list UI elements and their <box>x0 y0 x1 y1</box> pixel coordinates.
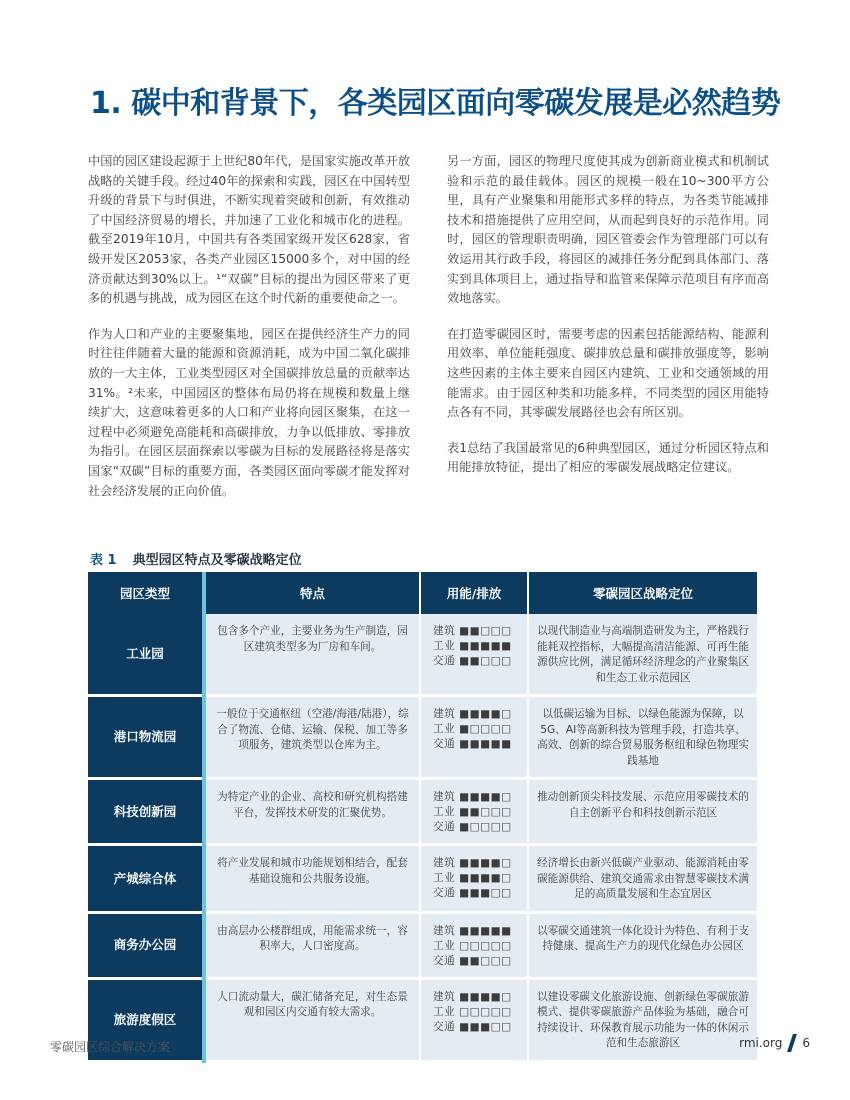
park-type: 旅游度假区 <box>88 978 204 1061</box>
energy-industry: 工业 ■■□□□ <box>433 806 512 818</box>
table-row <box>88 845 757 913</box>
energy-transport: 交通 ■■□□□ <box>433 954 512 967</box>
footer-site-link[interactable]: rmi.org <box>739 1036 783 1050</box>
table-row <box>88 779 757 845</box>
energy-indicators <box>420 696 528 779</box>
park-features: 由高层办公楼群组成，用能需求统一，容积率大，人口密度高。 <box>204 912 420 978</box>
energy-transport: 交通 ■■□□□ <box>433 655 512 667</box>
paragraph: 中国的园区建设起源于上世纪80年代，是国家实施改革开放战略的关键手段。经过40年的探索和实践，园区在中国转型升级的背景下与时俱进，不断实现着突破和创新，有效推动了中国经济贸易的增长，并加速了工业化和城市化的进程。截至2019年10月，中国共有各类国家级开发区628家，省级开发区2053家，各类产业园区15000多个，对中国的经济贡献达到30%以上。¹“双碳”目标的提出为园区带来了更多的机遇与挑战，成为园区在这个时代新的重要使命之一。 <box>88 154 410 306</box>
table-row <box>88 696 757 779</box>
energy-building: 建筑 ■■□□□ <box>433 625 512 637</box>
page-title: 1. 碳中和背景下，各类园区面向零碳发展是必然趋势 <box>90 86 781 121</box>
park-type: 工业园 <box>88 614 204 696</box>
energy-industry: 工业 □□□□□ <box>433 939 512 952</box>
park-features: 包含多个产业，主要业务为生产制造，园区建筑类型多为厂房和车间。 <box>204 614 420 696</box>
park-features: 人口流动量大，碳汇储备充足，对生态景观和园区内交通有较大需求。 <box>204 978 420 1061</box>
header-strategy: 零碳园区战略定位 <box>528 572 757 614</box>
park-type: 产城综合体 <box>88 845 204 913</box>
energy-transport: 交通 ■■■■■ <box>433 738 512 750</box>
park-features: 一般位于交通枢纽（空港/海港/陆港），综合了物流、仓储、运输、保税、加工等多项服务，建筑类型以仓库为主。 <box>204 696 420 779</box>
energy-building: 建筑 ■■■■□ <box>433 857 512 869</box>
page-number: 6 <box>802 1036 810 1050</box>
header-features: 特点 <box>204 572 420 614</box>
park-strategy: 以低碳运输为目标、以绿色能源为保障，以5G、AI等高新科技为管理手段，打造共享、高效、创新的综合贸易服务枢纽和绿色物理实践基地 <box>528 696 757 779</box>
energy-industry: 工业 ■■■■■ <box>433 640 512 652</box>
park-table <box>88 572 757 1063</box>
energy-indicators <box>420 845 528 913</box>
paragraph: 表1总结了我国最常见的6种典型园区，通过分析园区特点和用能排放特征，提出了相应的零碳发展战略定位建议。 <box>447 440 769 475</box>
energy-transport: 交通 ■□□□□ <box>433 821 512 833</box>
energy-industry: 工业 ■□□□□ <box>433 723 512 735</box>
table-number: 表 1 <box>90 553 117 568</box>
slash-divider-icon <box>787 1034 797 1052</box>
table-row <box>88 614 757 696</box>
table-caption-text: 典型园区特点及零碳战略定位 <box>132 553 302 568</box>
park-features: 将产业发展和城市功能规划相结合，配套基础设施和公共服务设施。 <box>204 845 420 913</box>
header-park-type: 园区类型 <box>88 572 204 614</box>
energy-transport: 交通 ■■■□□ <box>433 887 512 899</box>
paragraph: 在打造零碳园区时，需要考虑的因素包括能源结构、能源利用效率、单位能耗强度、碳排放总量和碳排放强度等，影响这些因素的主体主要来自园区内建筑、工业和交通领域的用能需求。由于园区种类和功能多样，不同类型的园区用能特点各有不同，其零碳发展路径也会有所区别。 <box>447 326 769 420</box>
paragraph: 另一方面，园区的物理尺度使其成为创新商业模式和机制试验和示范的最佳载体。园区的规模一般在10~300平方公里，具有产业聚集和用能形式多样的特点，为各类节能减排技术和措施提供了应用空间，从而起到良好的示范作用。同时，园区的管理职责明确，园区管委会作为管理部门可以有效运用其行政手段，将园区的减排任务分配到具体部门、落实到具体项目上，通过指导和监管来保障示范项目有序而高效地落实。 <box>447 154 769 306</box>
energy-transport: 交通 ■■■□□ <box>433 1020 512 1033</box>
park-strategy: 以建设零碳文化旅游设施、创新绿色零碳旅游模式、提供零碳旅游产品体验为基础，融合可持续设计、环保教育展示功能为一体的休闲示范和生态旅游区 <box>528 978 757 1061</box>
energy-indicators <box>420 978 528 1061</box>
table-row <box>88 912 757 978</box>
table-row <box>88 978 757 1061</box>
energy-building: 建筑 ■■■■□ <box>433 791 512 803</box>
right-column <box>447 152 769 494</box>
park-strategy: 以现代制造业与高端制造研发为主，严格践行能耗双控指标，大幅提高清洁能源、可再生能源供应比例，满足循环经济理念的产业聚集区和生态工业示范园区 <box>528 614 757 696</box>
energy-industry: 工业 ■■■■□ <box>433 872 512 884</box>
park-features: 为特定产业的企业、高校和研究机构搭建平台，发挥技术研发的汇聚优势。 <box>204 779 420 845</box>
paragraph: 作为人口和产业的主要聚集地，园区在提供经济生产力的同时往往伴随着大量的能源和资源消耗，成为中国二氧化碳排放的一大主体，工业类型园区对全国碳排放总量的贡献率达31%。²未来，中国园区的整体布局仍将在规模和数量上继续扩大，这意味着更多的人口和产业将向园区聚集，在这一过程中必须避免高能耗和高碳排放，力争以低排放、零排放为指引。在园区层面探索以零碳为目标的发展路径将是落实国家“双碳”目标的重要方面，各类园区面向零碳才能发挥对社会经济发展的正向价值。 <box>88 326 410 498</box>
energy-indicators <box>420 912 528 978</box>
park-strategy: 推动创新顶尖科技发展、示范应用零碳技术的自主创新平台和科技创新示范区 <box>528 779 757 845</box>
energy-building: 建筑 ■■■■□ <box>433 708 512 720</box>
energy-building: 建筑 ■■■■■ <box>433 924 512 937</box>
park-type: 商务办公园 <box>88 912 204 978</box>
park-type: 港口物流园 <box>88 696 204 779</box>
energy-building: 建筑 ■■■■□ <box>433 990 512 1003</box>
park-strategy: 经济增长由新兴低碳产业驱动、能源消耗由零碳能源供给、建筑交通需求由智慧零碳技术满足的高质量发展和生态宜居区 <box>528 845 757 913</box>
energy-indicators <box>420 614 528 696</box>
table-caption <box>90 549 302 568</box>
park-type: 科技创新园 <box>88 779 204 845</box>
footer-report-title: 零碳园区综合解决方案 <box>50 1040 171 1054</box>
park-strategy: 以零碳交通建筑一体化设计为特色、有利于支持健康、提高生产力的现代化绿色办公园区 <box>528 912 757 978</box>
energy-industry: 工业 □□□□□ <box>433 1005 512 1018</box>
header-energy: 用能/排放 <box>420 572 528 614</box>
left-column <box>88 152 410 517</box>
energy-indicators <box>420 779 528 845</box>
footer-page-info <box>739 1034 810 1052</box>
table-header-row <box>88 572 757 614</box>
